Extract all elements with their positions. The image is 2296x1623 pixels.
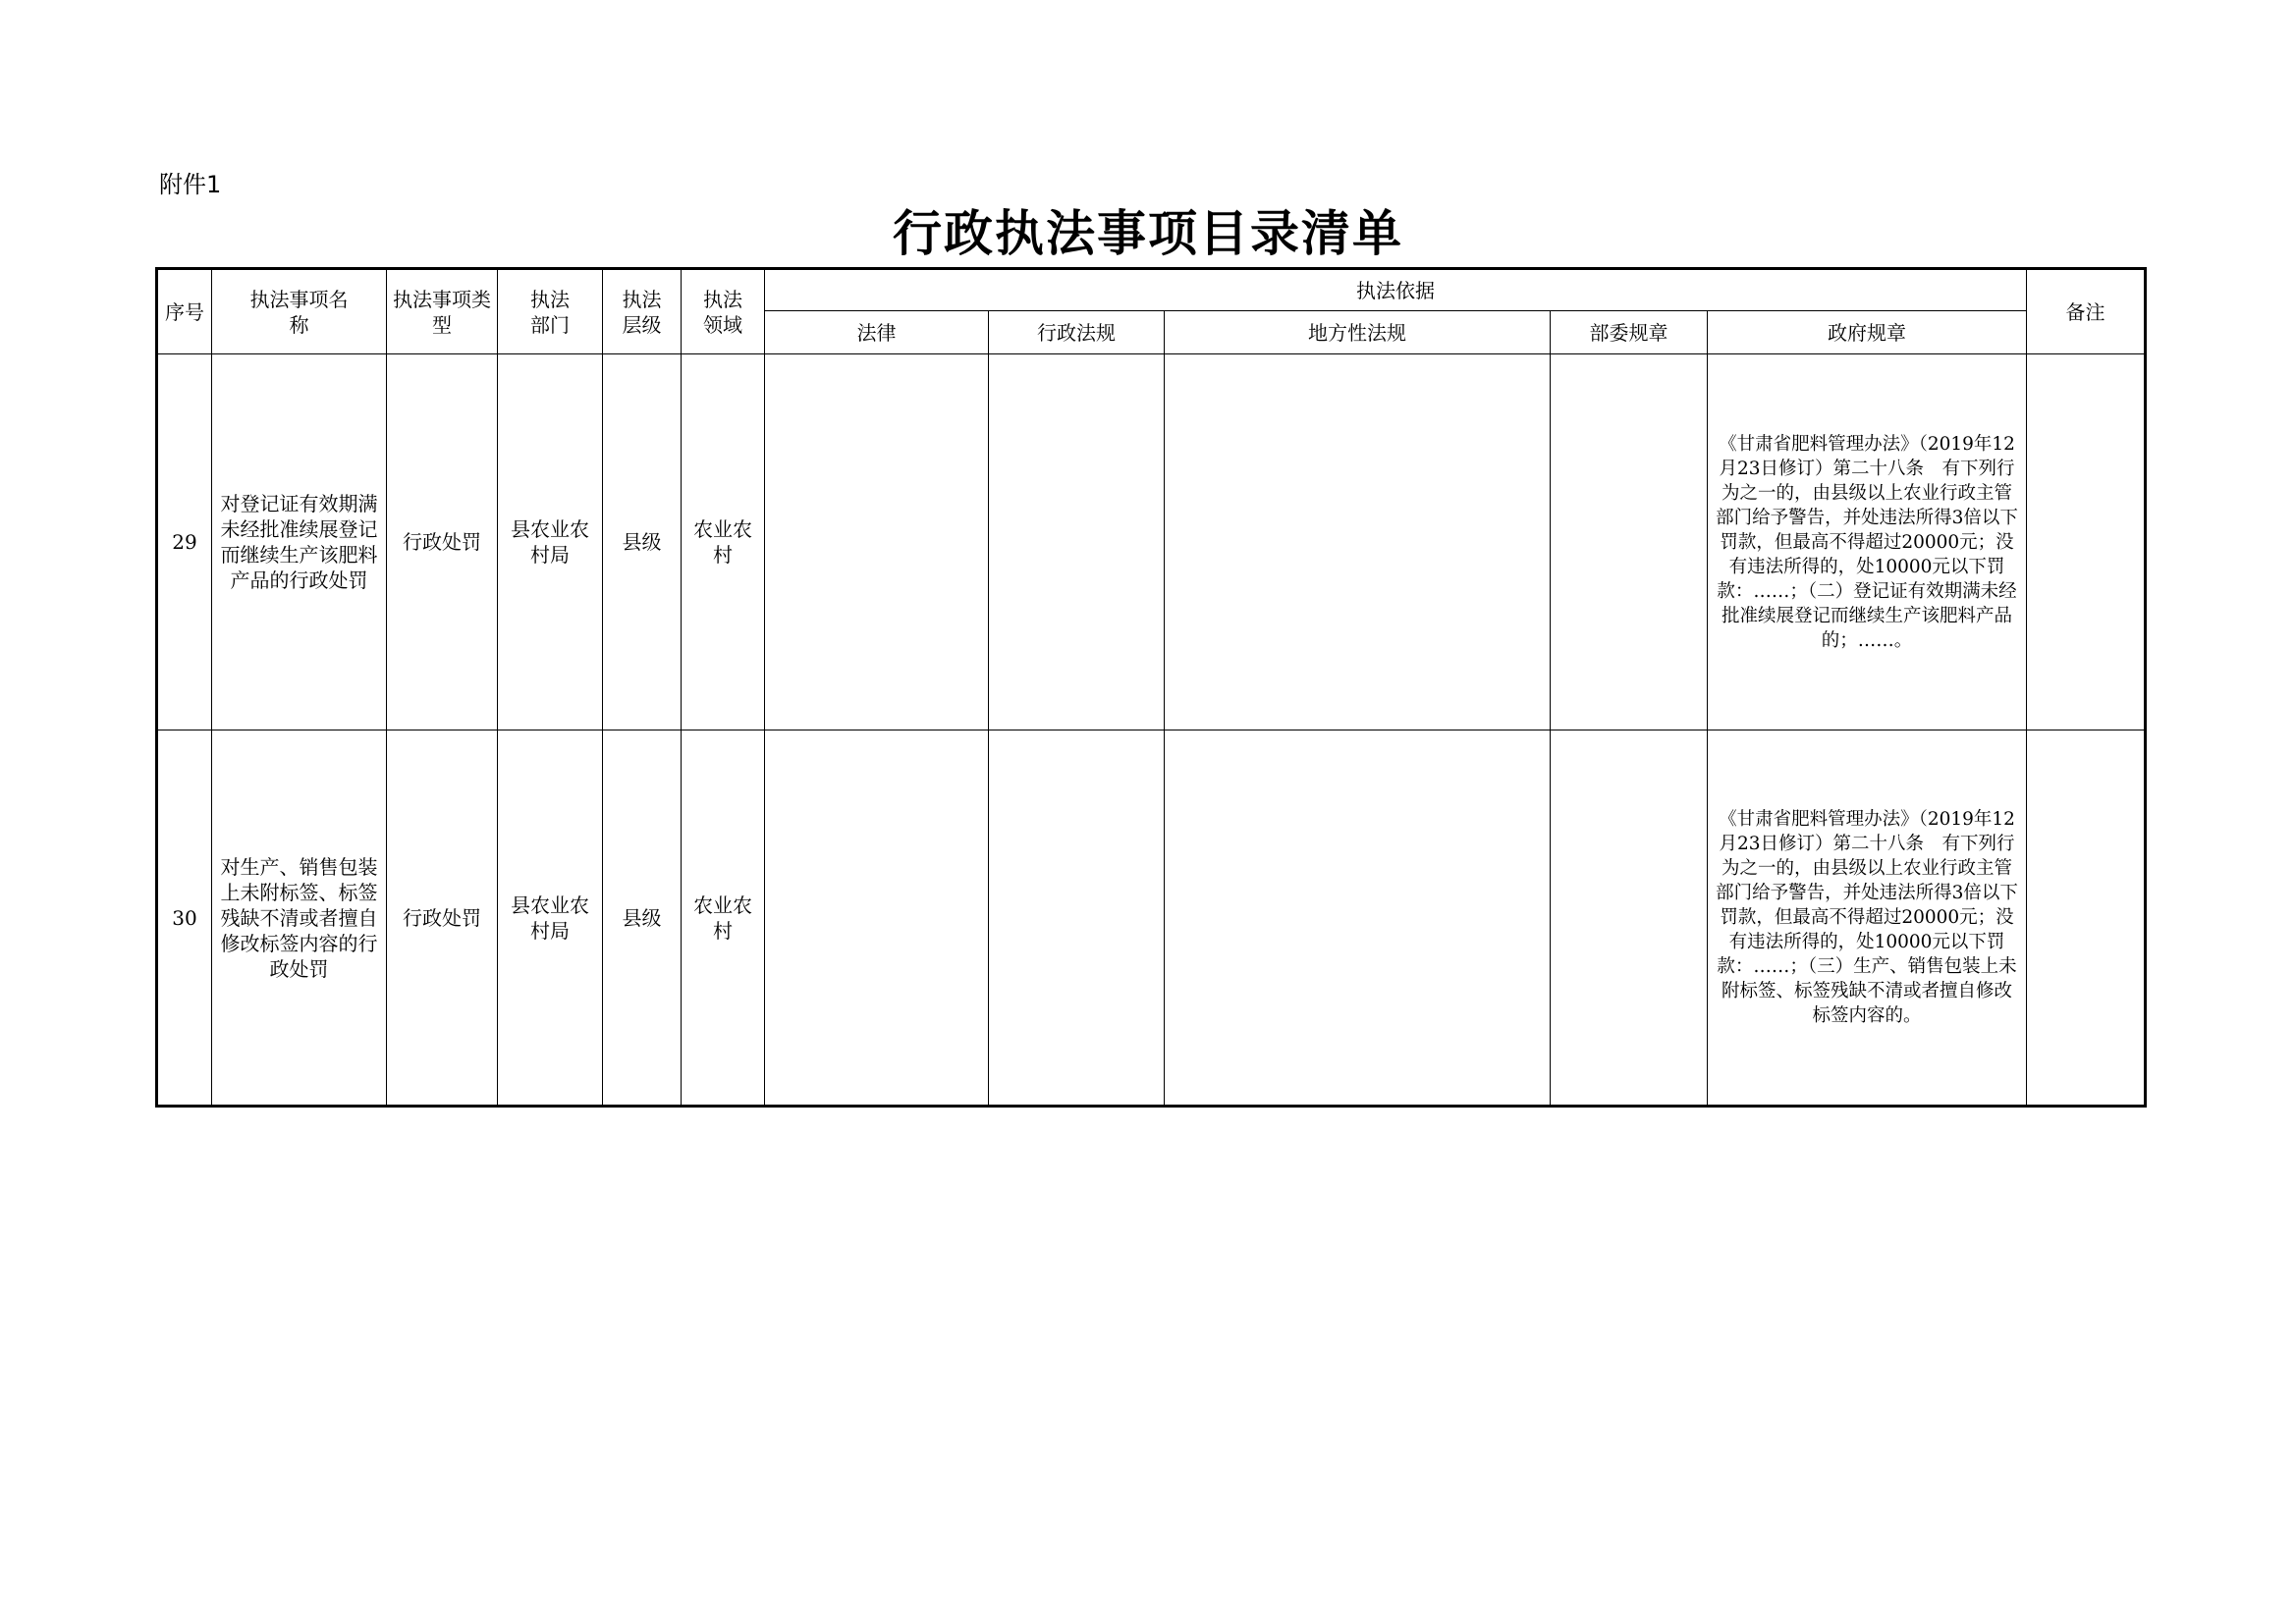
cell-item-name: 对生产、销售包装上未附标签、标签残缺不清或者擅自修改标签内容的行政处罚	[212, 730, 387, 1107]
cell-remarks	[2027, 354, 2146, 730]
cell-seq: 29	[157, 354, 212, 730]
cell-government-rule: 《甘肃省肥料管理办法》（2019年12月23日修订）第二十八条 有下列行为之一的，由县级以上农业行政主管部门给予警告，并处违法所得3倍以下罚款，但最高不得超过20000元；没有违法所得的，处10000元以下罚款：……；（二）登记证有效期满未经批准续展登记而继续生产该肥料产品的；……。	[1708, 354, 2027, 730]
header-admin-regulation: 行政法规	[989, 311, 1165, 354]
cell-level: 县级	[603, 730, 682, 1107]
header-item-name: 执法事项名称	[212, 269, 387, 354]
cell-law	[765, 730, 989, 1107]
cell-government-rule: 《甘肃省肥料管理办法》（2019年12月23日修订）第二十八条 有下列行为之一的，由县级以上农业行政主管部门给予警告，并处违法所得3倍以下罚款，但最高不得超过20000元；没有违法所得的，处10000元以下罚款：……；（三）生产、销售包装上未附标签、标签残缺不清或者擅自修改标签内容的。	[1708, 730, 2027, 1107]
cell-department: 县农业农村局	[498, 354, 603, 730]
table-row	[157, 354, 2146, 730]
header-domain: 执法领域	[682, 269, 765, 354]
cell-item-name: 对登记证有效期满未经批准续展登记而继续生产该肥料产品的行政处罚	[212, 354, 387, 730]
cell-admin-regulation	[989, 730, 1165, 1107]
header-seq: 序号	[157, 269, 212, 354]
header-local-regulation: 地方性法规	[1165, 311, 1551, 354]
header-basis: 执法依据	[765, 269, 2027, 311]
cell-law	[765, 354, 989, 730]
cell-admin-regulation	[989, 354, 1165, 730]
attachment-label: 附件1	[159, 171, 222, 198]
cell-department: 县农业农村局	[498, 730, 603, 1107]
cell-seq: 30	[157, 730, 212, 1107]
enforcement-catalog-table	[155, 267, 2147, 1108]
cell-ministerial-rule	[1551, 730, 1708, 1107]
cell-item-type: 行政处罚	[387, 354, 498, 730]
cell-ministerial-rule	[1551, 354, 1708, 730]
header-government-rule: 政府规章	[1708, 311, 2027, 354]
header-law: 法律	[765, 311, 989, 354]
cell-local-regulation	[1165, 730, 1551, 1107]
cell-domain: 农业农村	[682, 730, 765, 1107]
cell-item-type: 行政处罚	[387, 730, 498, 1107]
cell-level: 县级	[603, 354, 682, 730]
header-department: 执法部门	[498, 269, 603, 354]
document-title: 行政执法事项目录清单	[893, 204, 1403, 262]
header-ministerial-rule: 部委规章	[1551, 311, 1708, 354]
cell-local-regulation	[1165, 354, 1551, 730]
header-level: 执法层级	[603, 269, 682, 354]
table-row	[157, 730, 2146, 1107]
header-item-type: 执法事项类型	[387, 269, 498, 354]
cell-domain: 农业农村	[682, 354, 765, 730]
header-remarks: 备注	[2027, 269, 2146, 354]
cell-remarks	[2027, 730, 2146, 1107]
